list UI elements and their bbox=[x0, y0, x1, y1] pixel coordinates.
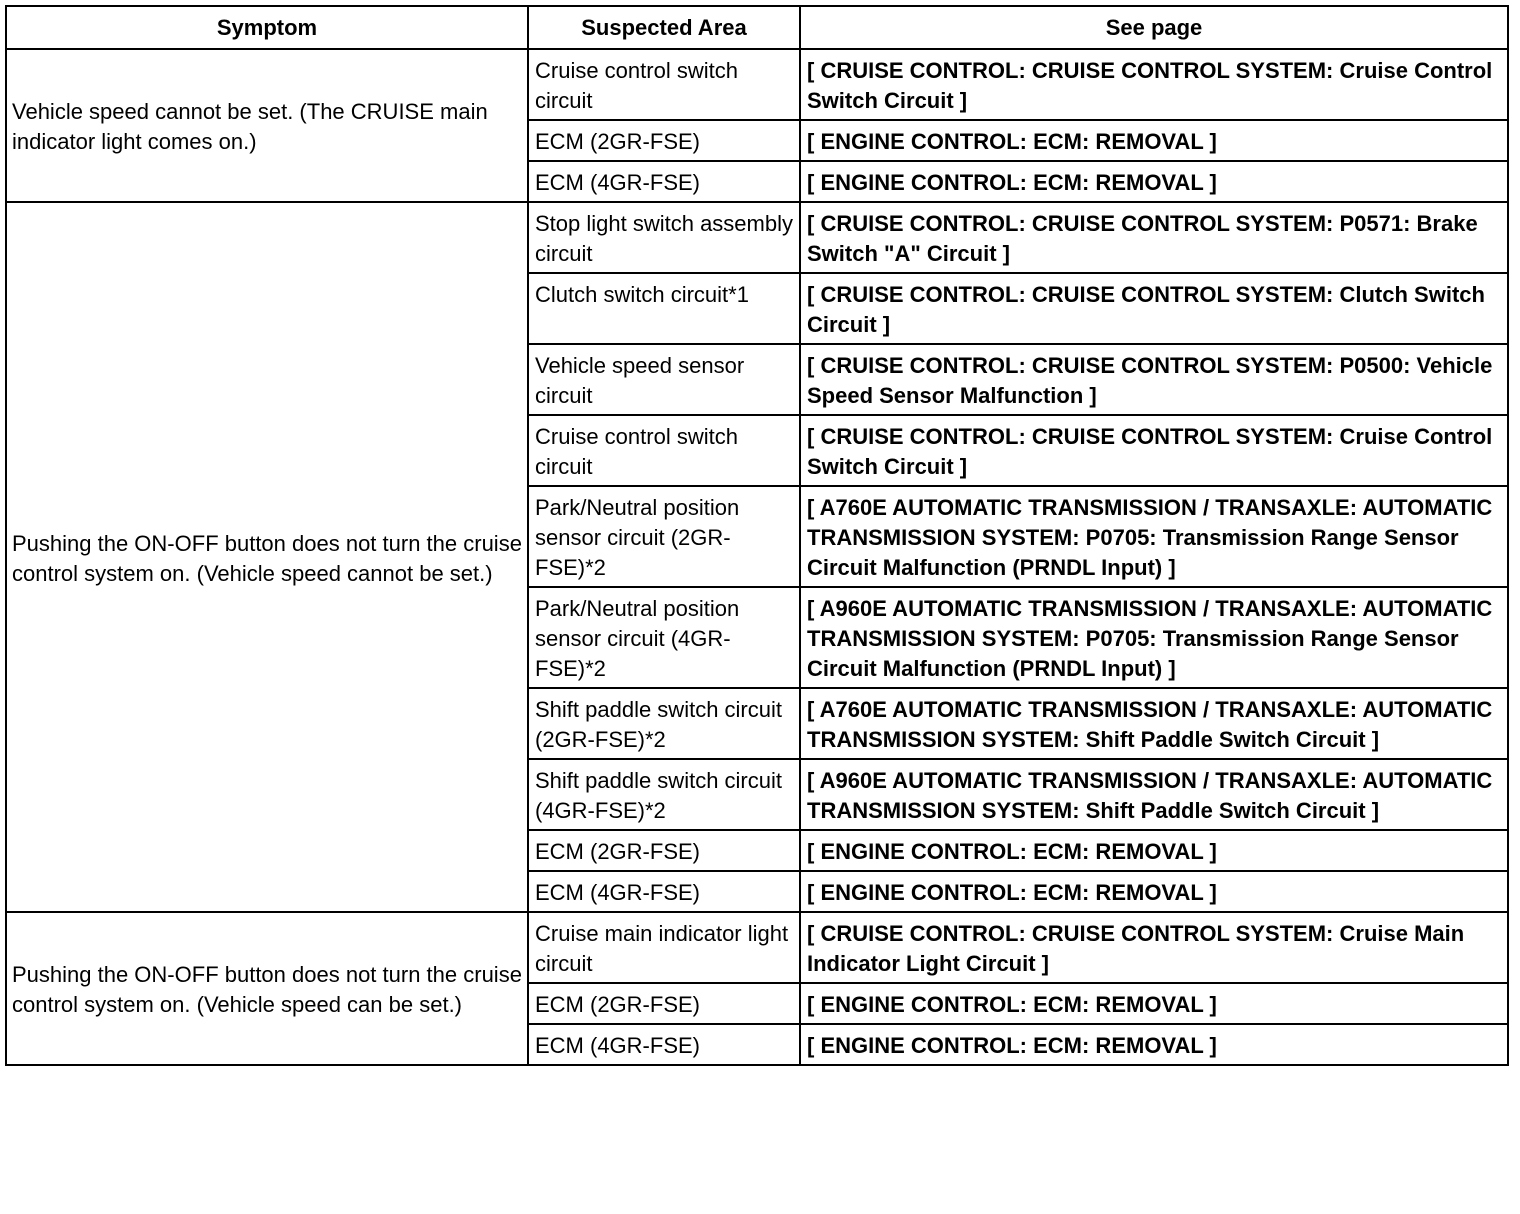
see-page-cell: [ ENGINE CONTROL: ECM: REMOVAL ] bbox=[800, 120, 1508, 161]
see-page-cell: [ ENGINE CONTROL: ECM: REMOVAL ] bbox=[800, 830, 1508, 871]
suspected-area-cell: Cruise main indicator light circuit bbox=[528, 912, 800, 983]
symptom-table bbox=[5, 5, 1509, 1066]
see-page-cell: [ A760E AUTOMATIC TRANSMISSION / TRANSAXLE: AUTOMATIC TRANSMISSION SYSTEM: P0705: Transmission Range Sensor Circuit Malfunction (PRNDL Input) ] bbox=[800, 486, 1508, 587]
see-page-cell: [ ENGINE CONTROL: ECM: REMOVAL ] bbox=[800, 1024, 1508, 1065]
suspected-area-cell: Park/Neutral position sensor circuit (4GR-FSE)*2 bbox=[528, 587, 800, 688]
suspected-area-cell: Clutch switch circuit*1 bbox=[528, 273, 800, 344]
suspected-area-cell: ECM (4GR-FSE) bbox=[528, 871, 800, 912]
suspected-area-cell: Cruise control switch circuit bbox=[528, 49, 800, 120]
suspected-area-cell: ECM (2GR-FSE) bbox=[528, 983, 800, 1024]
suspected-area-cell: Cruise control switch circuit bbox=[528, 415, 800, 486]
suspected-area-cell: Vehicle speed sensor circuit bbox=[528, 344, 800, 415]
suspected-area-cell: ECM (2GR-FSE) bbox=[528, 830, 800, 871]
suspected-area-cell: ECM (4GR-FSE) bbox=[528, 161, 800, 202]
suspected-area-cell: Shift paddle switch circuit (2GR-FSE)*2 bbox=[528, 688, 800, 759]
see-page-cell: [ A960E AUTOMATIC TRANSMISSION / TRANSAXLE: AUTOMATIC TRANSMISSION SYSTEM: Shift Paddle Switch Circuit ] bbox=[800, 759, 1508, 830]
see-page-cell: [ A960E AUTOMATIC TRANSMISSION / TRANSAXLE: AUTOMATIC TRANSMISSION SYSTEM: P0705: Transmission Range Sensor Circuit Malfunction (PRNDL Input) ] bbox=[800, 587, 1508, 688]
document bbox=[5, 5, 1507, 1066]
table-header-row bbox=[6, 6, 1508, 49]
suspected-area-cell: ECM (2GR-FSE) bbox=[528, 120, 800, 161]
header-suspected-area: Suspected Area bbox=[528, 6, 800, 49]
see-page-cell: [ A760E AUTOMATIC TRANSMISSION / TRANSAXLE: AUTOMATIC TRANSMISSION SYSTEM: Shift Paddle Switch Circuit ] bbox=[800, 688, 1508, 759]
see-page-cell: [ CRUISE CONTROL: CRUISE CONTROL SYSTEM: P0571: Brake Switch "A" Circuit ] bbox=[800, 202, 1508, 273]
symptom-cell: Pushing the ON-OFF button does not turn the cruise control system on. (Vehicle speed cannot be set.) bbox=[6, 202, 528, 912]
suspected-area-cell: ECM (4GR-FSE) bbox=[528, 1024, 800, 1065]
header-see-page: See page bbox=[800, 6, 1508, 49]
see-page-cell: [ CRUISE CONTROL: CRUISE CONTROL SYSTEM: P0500: Vehicle Speed Sensor Malfunction ] bbox=[800, 344, 1508, 415]
table-row bbox=[6, 49, 1508, 120]
see-page-cell: [ ENGINE CONTROL: ECM: REMOVAL ] bbox=[800, 161, 1508, 202]
see-page-cell: [ CRUISE CONTROL: CRUISE CONTROL SYSTEM: Clutch Switch Circuit ] bbox=[800, 273, 1508, 344]
symptom-cell: Pushing the ON-OFF button does not turn the cruise control system on. (Vehicle speed can be set.) bbox=[6, 912, 528, 1065]
see-page-cell: [ CRUISE CONTROL: CRUISE CONTROL SYSTEM: Cruise Main Indicator Light Circuit ] bbox=[800, 912, 1508, 983]
suspected-area-cell: Shift paddle switch circuit (4GR-FSE)*2 bbox=[528, 759, 800, 830]
see-page-cell: [ ENGINE CONTROL: ECM: REMOVAL ] bbox=[800, 871, 1508, 912]
header-symptom: Symptom bbox=[6, 6, 528, 49]
suspected-area-cell: Park/Neutral position sensor circuit (2GR-FSE)*2 bbox=[528, 486, 800, 587]
see-page-cell: [ CRUISE CONTROL: CRUISE CONTROL SYSTEM: Cruise Control Switch Circuit ] bbox=[800, 49, 1508, 120]
symptom-cell: Vehicle speed cannot be set. (The CRUISE main indicator light comes on.) bbox=[6, 49, 528, 202]
see-page-cell: [ ENGINE CONTROL: ECM: REMOVAL ] bbox=[800, 983, 1508, 1024]
see-page-cell: [ CRUISE CONTROL: CRUISE CONTROL SYSTEM: Cruise Control Switch Circuit ] bbox=[800, 415, 1508, 486]
table-row bbox=[6, 202, 1508, 273]
table-row bbox=[6, 912, 1508, 983]
suspected-area-cell: Stop light switch assembly circuit bbox=[528, 202, 800, 273]
